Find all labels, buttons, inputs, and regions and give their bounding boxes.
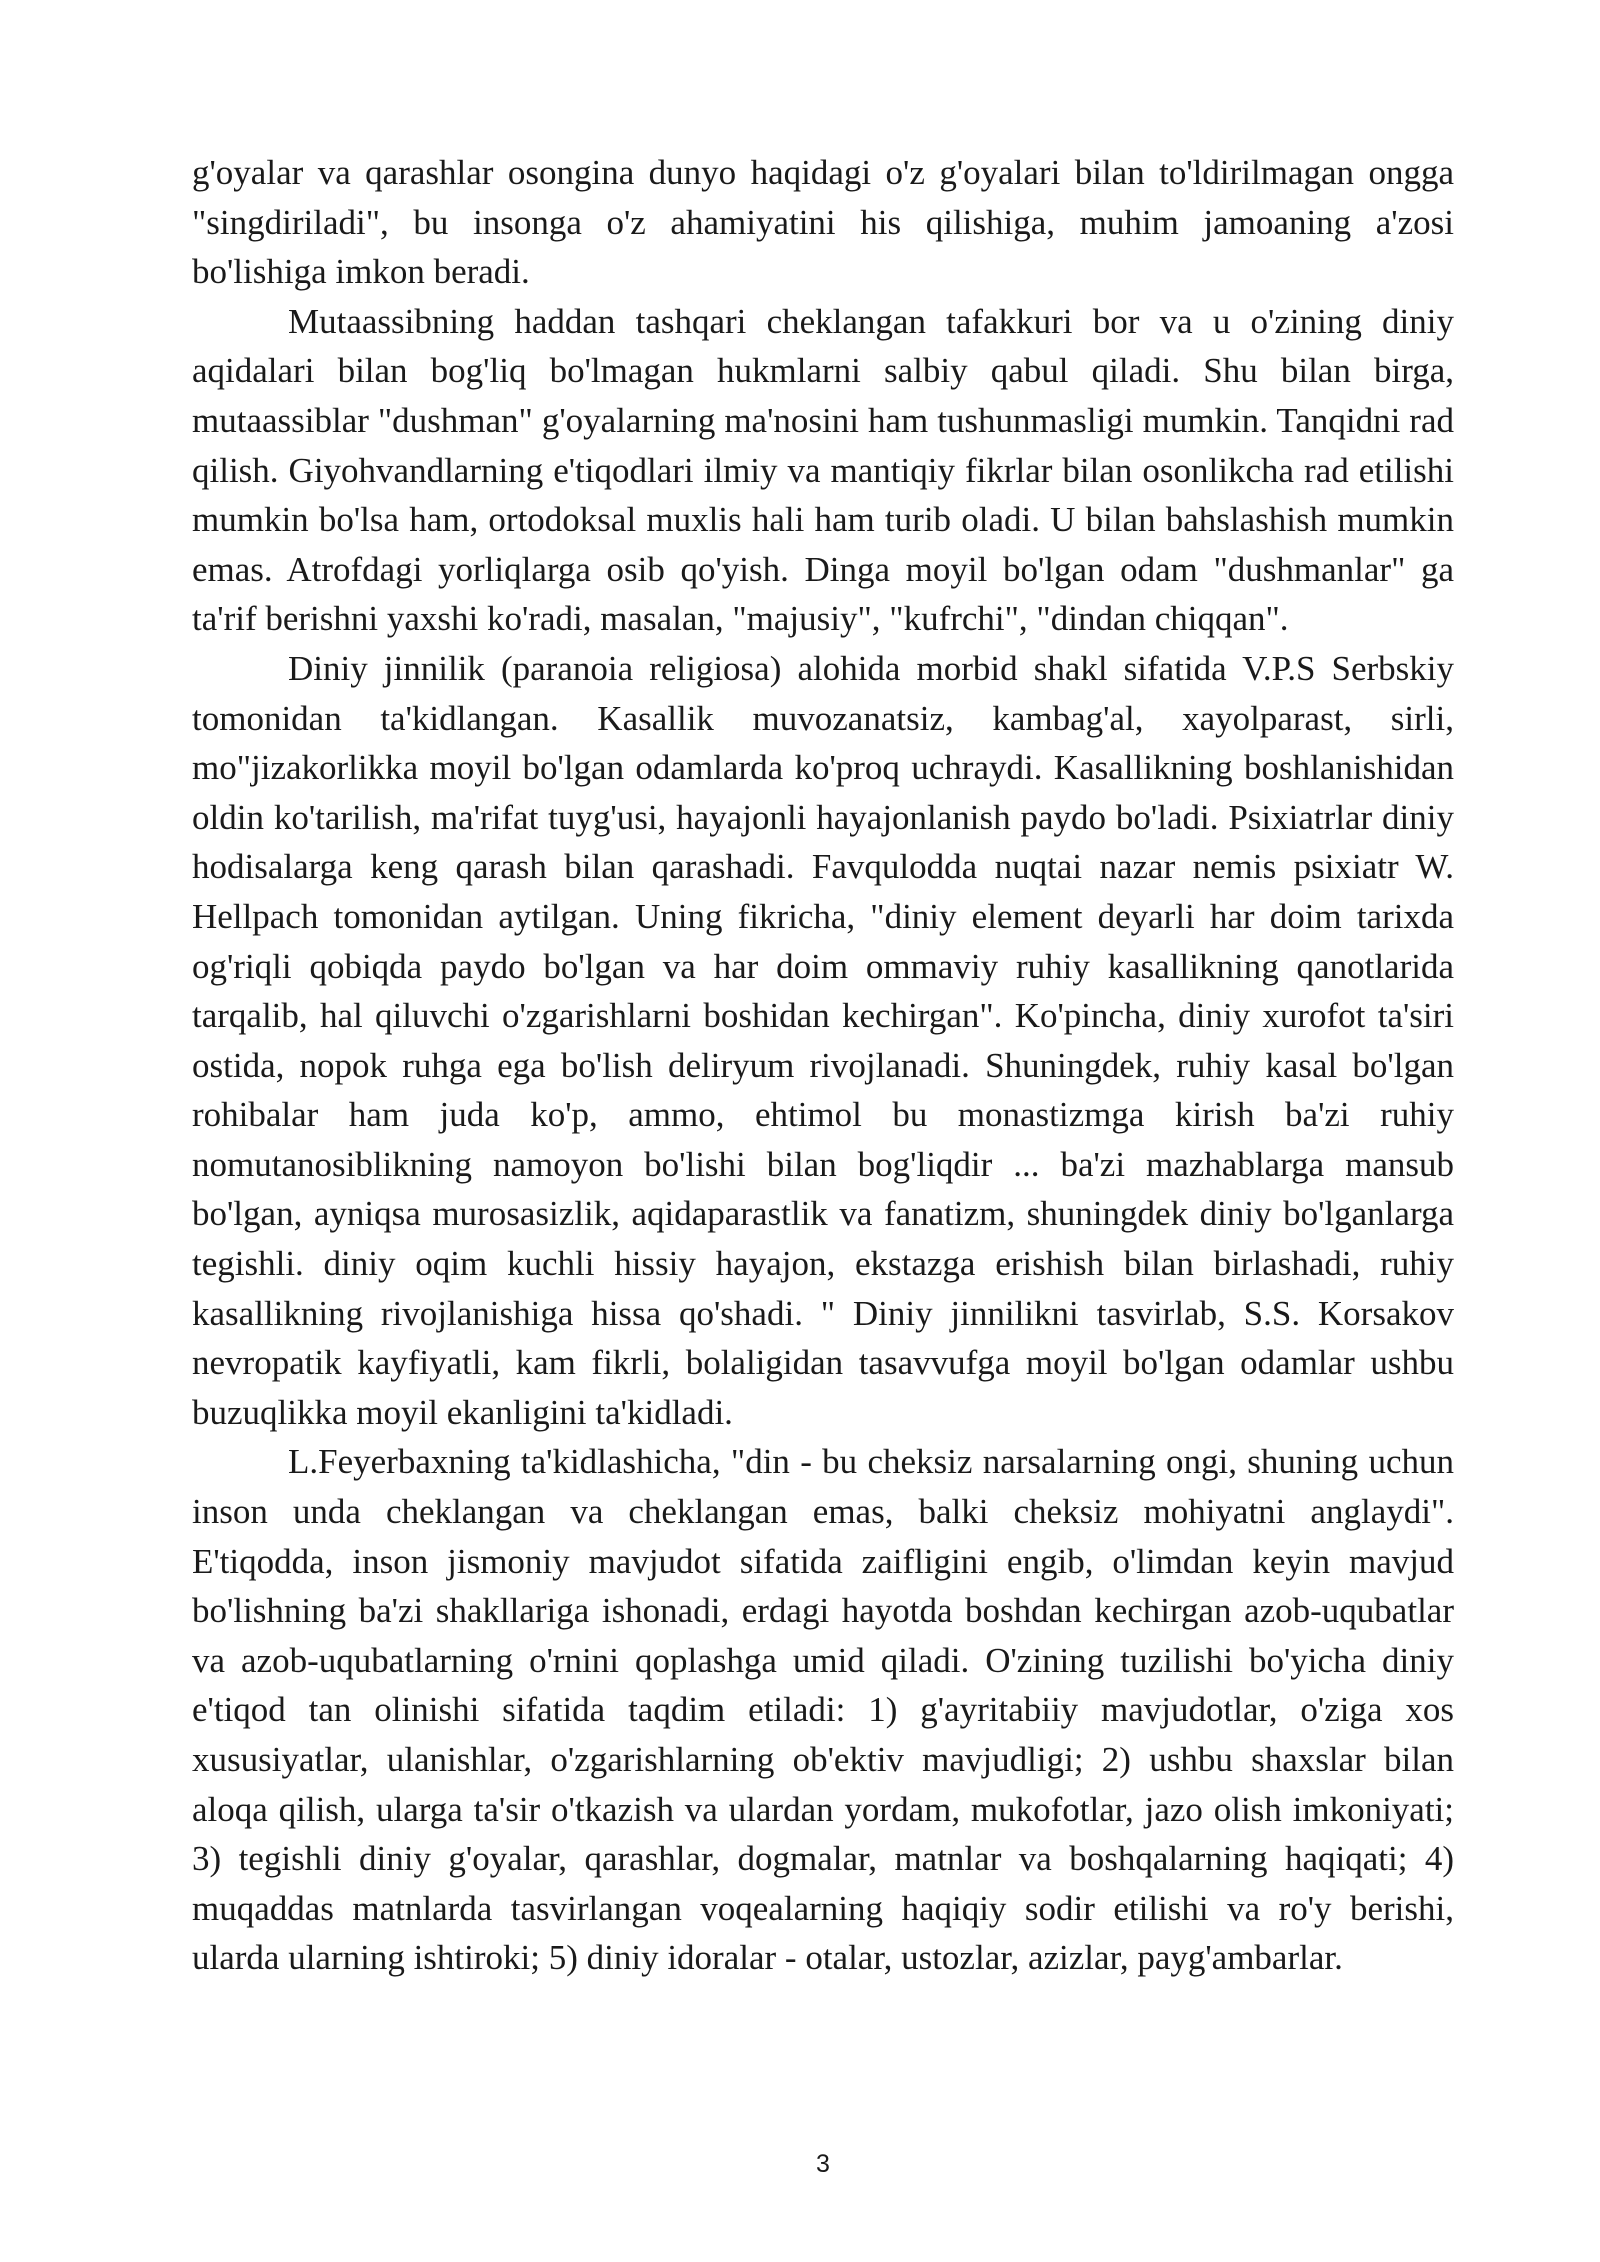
paragraph-continuation: g'oyalar va qarashlar osongina dunyo haqidagi o'z g'oyalari bilan to'ldirilmagan ongga "singdiriladi", bu insonga o'z ahamiyatini his qilishiga, muhim jamoaning a'zosi bo'lishiga imkon beradi. [192, 153, 1454, 292]
page-number: 3 [816, 2150, 830, 2178]
paragraph-fanatic-thinking: Mutaassibning haddan tashqari cheklangan tafakkuri bor va u o'zining diniy aqidalari bilan bog'liq bo'lmagan hukmlarni salbiy qabul qiladi. Shu bilan birga, mutaassiblar "dushman" g'oyalarning ma'nosini ham tushunmasligi mumkin. Tanqidni rad qilish. Giyohvandlarning e'tiqodlari ilmiy va mantiqiy fikrlar bilan osonlikcha rad etilishi mumkin bo'lsa ham, ortodoksal muxlis hali ham turib oladi. U bilan bahslashish mumkin emas. Atrofdagi yorliqlarga osib qo'yish. Dinga moyil bo'lgan odam "dushmanlar" ga ta'rif berishni yaxshi ko'radi, masalan, "majusiy", "kufrchi", "dindan chiqqan". [192, 301, 1454, 639]
document-body [192, 148, 1454, 1983]
paragraph-feuerbach: L.Feyerbaxning ta'kidlashicha, "din - bu cheksiz narsalarning ongi, shuning uchun inson unda cheklangan va cheklangan emas, balki cheksiz mohiyatni anglaydi". E'tiqodda, inson jismoniy mavjudot sifatida zaifligini engib, o'limdan keyin mavjud bo'lishning ba'zi shakllariga ishonadi, erdagi hayotda boshdan kechirgan azob-uqubatlar va azob-uqubatlarning o'rnini qoplashga umid qiladi. O'zining tuzilishi bo'yicha diniy e'tiqod tan olinishi sifatida taqdim etiladi: 1) g'ayritabiiy mavjudotlar, o'ziga xos xususiyatlar, ulanishlar, o'zgarishlarning ob'ektiv mavjudligi; 2) ushbu shaxslar bilan aloqa qilish, ularga ta'sir o'tkazish va ulardan yordam, mukofotlar, jazo olish imkoniyati; 3) tegishli diniy g'oyalar, qarashlar, dogmalar, matnlar va boshqalarning haqiqati; 4) muqaddas matnlarda tasvirlangan voqealarning haqiqiy sodir etilishi va ro'y berishi, ularda ularning ishtiroki; 5) diniy idoralar - otalar, ustozlar, azizlar, payg'ambarlar. [192, 1442, 1454, 1978]
paragraph-religious-madness: Diniy jinnilik (paranoia religiosa) alohida morbid shakl sifatida V.P.S Serbskiy tomonidan ta'kidlangan. Kasallik muvozanatsiz, kambag'al, xayolparast, sirli, mo"jizakorlikka moyil bo'lgan odamlarda ko'proq uchraydi. Kasallikning boshlanishidan oldin ko'tarilish, ma'rifat tuyg'usi, hayajonli hayajonlanish paydo bo'ladi. Psixiatrlar diniy hodisalarga keng qarash bilan qarashadi. Favqulodda nuqtai nazar nemis psixiatr W. Hellpach tomonidan aytilgan. Uning fikricha, "diniy element deyarli har doim tarixda og'riqli qobiqda paydo bo'lgan va har doim ommaviy ruhiy kasallikning qanotlarida tarqalib, hal qiluvchi o'zgarishlarni boshidan kechirgan". Ko'pincha, diniy xurofot ta'siri ostida, nopok ruhga ega bo'lish deliryum rivojlanadi. Shuningdek, ruhiy kasal bo'lgan rohibalar ham juda ko'p, ammo, ehtimol bu monastizmga kirish ba'zi ruhiy nomutanosiblikning namoyon bo'lishi bilan bog'liqdir ... ba'zi mazhablarga mansub bo'lgan, ayniqsa murosasizlik, aqidaparastlik va fanatizm, shuningdek diniy bo'lganlarga tegishli. diniy oqim kuchli hissiy hayajon, ekstazga erishish bilan birlashadi, ruhiy kasallikning rivojlanishiga hissa qo'shadi. " Diniy jinnilikni tasvirlab, S.S. Korsakov nevropatik kayfiyatli, kam fikrli, bolaligidan tasavvufga moyil bo'lgan odamlar ushbu buzuqlikka moyil ekanligini ta'kidladi. [192, 648, 1454, 1432]
